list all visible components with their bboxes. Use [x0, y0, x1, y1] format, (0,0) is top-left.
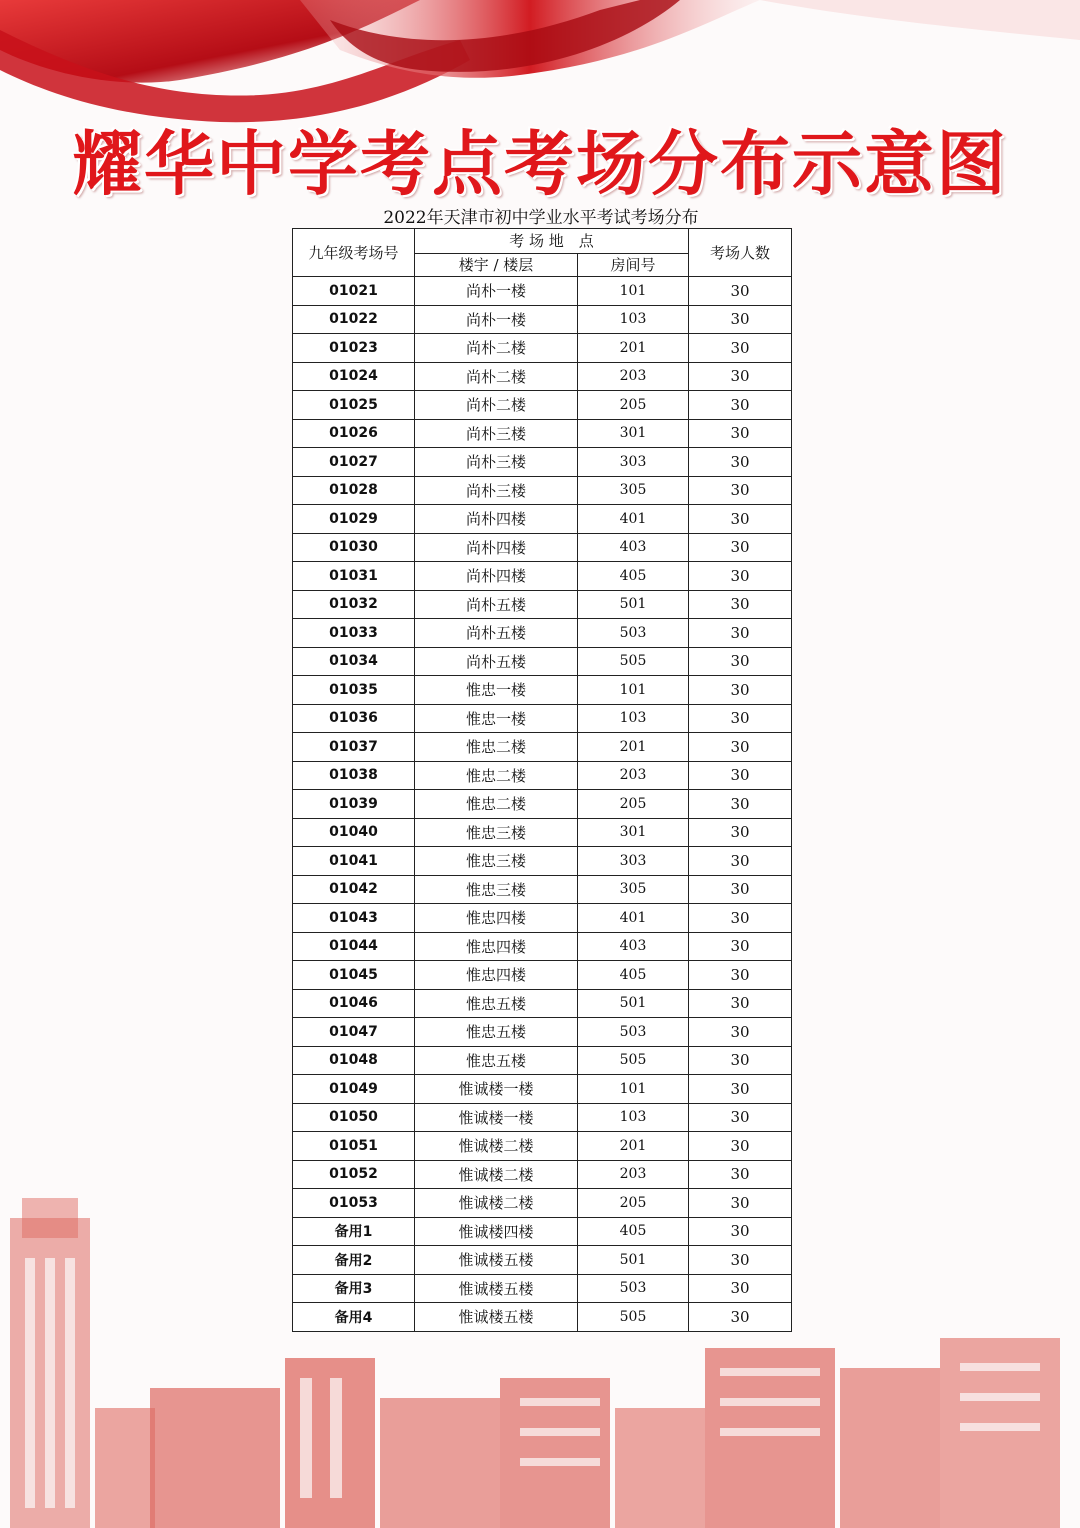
table-row [293, 533, 792, 562]
count-cell: 30 [689, 1160, 792, 1189]
count-cell: 30 [689, 1046, 792, 1075]
building-floor-cell: 尚朴一楼 [415, 277, 578, 306]
table-row [293, 818, 792, 847]
table-row [293, 562, 792, 591]
table-row [293, 590, 792, 619]
count-cell: 30 [689, 847, 792, 876]
table-row [293, 847, 792, 876]
building-floor-cell: 尚朴四楼 [415, 505, 578, 534]
count-cell: 30 [689, 989, 792, 1018]
count-cell: 30 [689, 448, 792, 477]
building-floor-cell: 尚朴五楼 [415, 619, 578, 648]
room-number-cell: 101 [578, 277, 689, 306]
building-floor-cell: 惟忠二楼 [415, 733, 578, 762]
room-number-cell: 203 [578, 362, 689, 391]
table-row [293, 875, 792, 904]
room-number-cell: 501 [578, 1246, 689, 1275]
count-cell: 30 [689, 733, 792, 762]
table-row [293, 1018, 792, 1047]
table-row [293, 989, 792, 1018]
exam-number-cell: 01035 [293, 676, 415, 705]
building-floor-cell: 惟诚楼二楼 [415, 1189, 578, 1218]
room-number-cell: 505 [578, 1046, 689, 1075]
room-number-cell: 403 [578, 932, 689, 961]
count-cell: 30 [689, 1132, 792, 1161]
count-cell: 30 [689, 647, 792, 676]
header-room-number: 房间号 [578, 254, 689, 277]
exam-number-cell: 01048 [293, 1046, 415, 1075]
room-number-cell: 405 [578, 1217, 689, 1246]
building-floor-cell: 惟诚楼五楼 [415, 1274, 578, 1303]
building-floor-cell: 惟忠四楼 [415, 904, 578, 933]
room-number-cell: 301 [578, 419, 689, 448]
table-row [293, 448, 792, 477]
table-row [293, 419, 792, 448]
room-number-cell: 103 [578, 704, 689, 733]
exam-number-cell: 01050 [293, 1103, 415, 1132]
building-floor-cell: 惟诚楼五楼 [415, 1246, 578, 1275]
exam-number-cell: 01044 [293, 932, 415, 961]
count-cell: 30 [689, 590, 792, 619]
exam-room-table [292, 228, 792, 1332]
building-floor-cell: 惟忠一楼 [415, 704, 578, 733]
table-row [293, 1103, 792, 1132]
table-row [293, 1132, 792, 1161]
exam-number-cell: 01051 [293, 1132, 415, 1161]
header-location: 考 场 地 点 [415, 229, 689, 254]
exam-number-cell: 01025 [293, 391, 415, 420]
count-cell: 30 [689, 334, 792, 363]
header-building-floor: 楼宇 / 楼层 [415, 254, 578, 277]
exam-number-cell: 01052 [293, 1160, 415, 1189]
building-floor-cell: 尚朴三楼 [415, 419, 578, 448]
exam-number-cell: 01021 [293, 277, 415, 306]
building-floor-cell: 尚朴五楼 [415, 647, 578, 676]
room-number-cell: 203 [578, 1160, 689, 1189]
room-number-cell: 305 [578, 875, 689, 904]
exam-number-cell: 01040 [293, 818, 415, 847]
building-floor-cell: 惟忠三楼 [415, 875, 578, 904]
building-floor-cell: 惟诚楼二楼 [415, 1160, 578, 1189]
room-number-cell: 203 [578, 761, 689, 790]
table-row [293, 761, 792, 790]
count-cell: 30 [689, 676, 792, 705]
exam-number-cell: 01043 [293, 904, 415, 933]
count-cell: 30 [689, 533, 792, 562]
table-row [293, 305, 792, 334]
count-cell: 30 [689, 1189, 792, 1218]
count-cell: 30 [689, 419, 792, 448]
room-number-cell: 103 [578, 1103, 689, 1132]
count-cell: 30 [689, 961, 792, 990]
building-floor-cell: 惟诚楼一楼 [415, 1075, 578, 1104]
building-floor-cell: 尚朴四楼 [415, 562, 578, 591]
exam-number-cell: 01029 [293, 505, 415, 534]
building-floor-cell: 惟忠五楼 [415, 1046, 578, 1075]
room-number-cell: 201 [578, 334, 689, 363]
building-floor-cell: 惟诚楼五楼 [415, 1303, 578, 1332]
table-row [293, 790, 792, 819]
room-number-cell: 401 [578, 505, 689, 534]
building-floor-cell: 惟忠二楼 [415, 761, 578, 790]
exam-number-cell: 01041 [293, 847, 415, 876]
count-cell: 30 [689, 1075, 792, 1104]
building-floor-cell: 尚朴三楼 [415, 448, 578, 477]
count-cell: 30 [689, 619, 792, 648]
room-number-cell: 205 [578, 391, 689, 420]
room-number-cell: 505 [578, 647, 689, 676]
table-row [293, 1160, 792, 1189]
table-row [293, 362, 792, 391]
room-number-cell: 303 [578, 448, 689, 477]
exam-number-cell: 01039 [293, 790, 415, 819]
count-cell: 30 [689, 1018, 792, 1047]
table-row [293, 619, 792, 648]
count-cell: 30 [689, 790, 792, 819]
exam-number-cell: 01028 [293, 476, 415, 505]
exam-number-cell: 01038 [293, 761, 415, 790]
building-floor-cell: 尚朴二楼 [415, 362, 578, 391]
table-row [293, 1075, 792, 1104]
room-number-cell: 405 [578, 562, 689, 591]
table-row [293, 704, 792, 733]
room-number-cell: 503 [578, 619, 689, 648]
building-floor-cell: 尚朴五楼 [415, 590, 578, 619]
exam-number-cell: 01047 [293, 1018, 415, 1047]
room-number-cell: 201 [578, 1132, 689, 1161]
room-number-cell: 205 [578, 790, 689, 819]
room-number-cell: 403 [578, 533, 689, 562]
table-row [293, 277, 792, 306]
count-cell: 30 [689, 761, 792, 790]
building-floor-cell: 惟忠三楼 [415, 847, 578, 876]
exam-number-cell: 01026 [293, 419, 415, 448]
room-number-cell: 505 [578, 1303, 689, 1332]
table-row [293, 505, 792, 534]
table-row [293, 932, 792, 961]
building-floor-cell: 惟诚楼二楼 [415, 1132, 578, 1161]
building-floor-cell: 尚朴三楼 [415, 476, 578, 505]
count-cell: 30 [689, 476, 792, 505]
exam-number-cell: 01027 [293, 448, 415, 477]
room-number-cell: 201 [578, 733, 689, 762]
room-number-cell: 101 [578, 676, 689, 705]
header-count: 考场人数 [689, 229, 792, 277]
room-number-cell: 503 [578, 1274, 689, 1303]
page-title: 耀华中学考点考场分布示意图 [72, 123, 1008, 205]
count-cell: 30 [689, 818, 792, 847]
room-number-cell: 305 [578, 476, 689, 505]
count-cell: 30 [689, 277, 792, 306]
building-floor-cell: 惟诚楼四楼 [415, 1217, 578, 1246]
exam-number-cell: 01023 [293, 334, 415, 363]
building-floor-cell: 尚朴一楼 [415, 305, 578, 334]
room-number-cell: 405 [578, 961, 689, 990]
table-row [293, 1046, 792, 1075]
table-row [293, 676, 792, 705]
count-cell: 30 [689, 505, 792, 534]
table-subtitle: 2022年天津市初中学业水平考试考场分布 [383, 208, 699, 228]
room-number-cell: 205 [578, 1189, 689, 1218]
exam-number-cell: 01045 [293, 961, 415, 990]
room-number-cell: 101 [578, 1075, 689, 1104]
exam-number-cell: 01030 [293, 533, 415, 562]
count-cell: 30 [689, 562, 792, 591]
building-floor-cell: 惟诚楼一楼 [415, 1103, 578, 1132]
exam-number-cell: 01037 [293, 733, 415, 762]
count-cell: 30 [689, 704, 792, 733]
building-floor-cell: 惟忠二楼 [415, 790, 578, 819]
building-floor-cell: 惟忠五楼 [415, 1018, 578, 1047]
exam-number-cell: 备用3 [293, 1274, 415, 1303]
room-number-cell: 303 [578, 847, 689, 876]
count-cell: 30 [689, 362, 792, 391]
room-number-cell: 503 [578, 1018, 689, 1047]
exam-number-cell: 01034 [293, 647, 415, 676]
table-row [293, 961, 792, 990]
building-floor-cell: 惟忠四楼 [415, 932, 578, 961]
exam-number-cell: 01032 [293, 590, 415, 619]
room-number-cell: 301 [578, 818, 689, 847]
exam-number-cell: 备用2 [293, 1246, 415, 1275]
table-row [293, 334, 792, 363]
exam-number-cell: 01024 [293, 362, 415, 391]
room-number-cell: 501 [578, 590, 689, 619]
building-floor-cell: 尚朴四楼 [415, 533, 578, 562]
header-exam-number: 九年级考场号 [293, 229, 415, 277]
building-floor-cell: 惟忠四楼 [415, 961, 578, 990]
exam-number-cell: 01033 [293, 619, 415, 648]
exam-number-cell: 备用1 [293, 1217, 415, 1246]
building-floor-cell: 惟忠三楼 [415, 818, 578, 847]
count-cell: 30 [689, 932, 792, 961]
exam-number-cell: 01036 [293, 704, 415, 733]
campus-skyline-illustration [0, 1198, 1080, 1528]
exam-number-cell: 01022 [293, 305, 415, 334]
room-number-cell: 501 [578, 989, 689, 1018]
table-row [293, 476, 792, 505]
count-cell: 30 [689, 904, 792, 933]
exam-number-cell: 01053 [293, 1189, 415, 1218]
table-body [293, 277, 792, 1332]
exam-number-cell: 01046 [293, 989, 415, 1018]
exam-number-cell: 01031 [293, 562, 415, 591]
exam-number-cell: 01049 [293, 1075, 415, 1104]
count-cell: 30 [689, 1303, 792, 1332]
table-row [293, 904, 792, 933]
exam-number-cell: 01042 [293, 875, 415, 904]
count-cell: 30 [689, 1103, 792, 1132]
table-row [293, 733, 792, 762]
building-floor-cell: 惟忠五楼 [415, 989, 578, 1018]
room-number-cell: 103 [578, 305, 689, 334]
table-row [293, 391, 792, 420]
exam-number-cell: 备用4 [293, 1303, 415, 1332]
building-floor-cell: 惟忠一楼 [415, 676, 578, 705]
count-cell: 30 [689, 875, 792, 904]
count-cell: 30 [689, 1217, 792, 1246]
table-row [293, 647, 792, 676]
building-floor-cell: 尚朴二楼 [415, 334, 578, 363]
building-floor-cell: 尚朴二楼 [415, 391, 578, 420]
count-cell: 30 [689, 1246, 792, 1275]
count-cell: 30 [689, 1274, 792, 1303]
count-cell: 30 [689, 391, 792, 420]
count-cell: 30 [689, 305, 792, 334]
room-number-cell: 401 [578, 904, 689, 933]
